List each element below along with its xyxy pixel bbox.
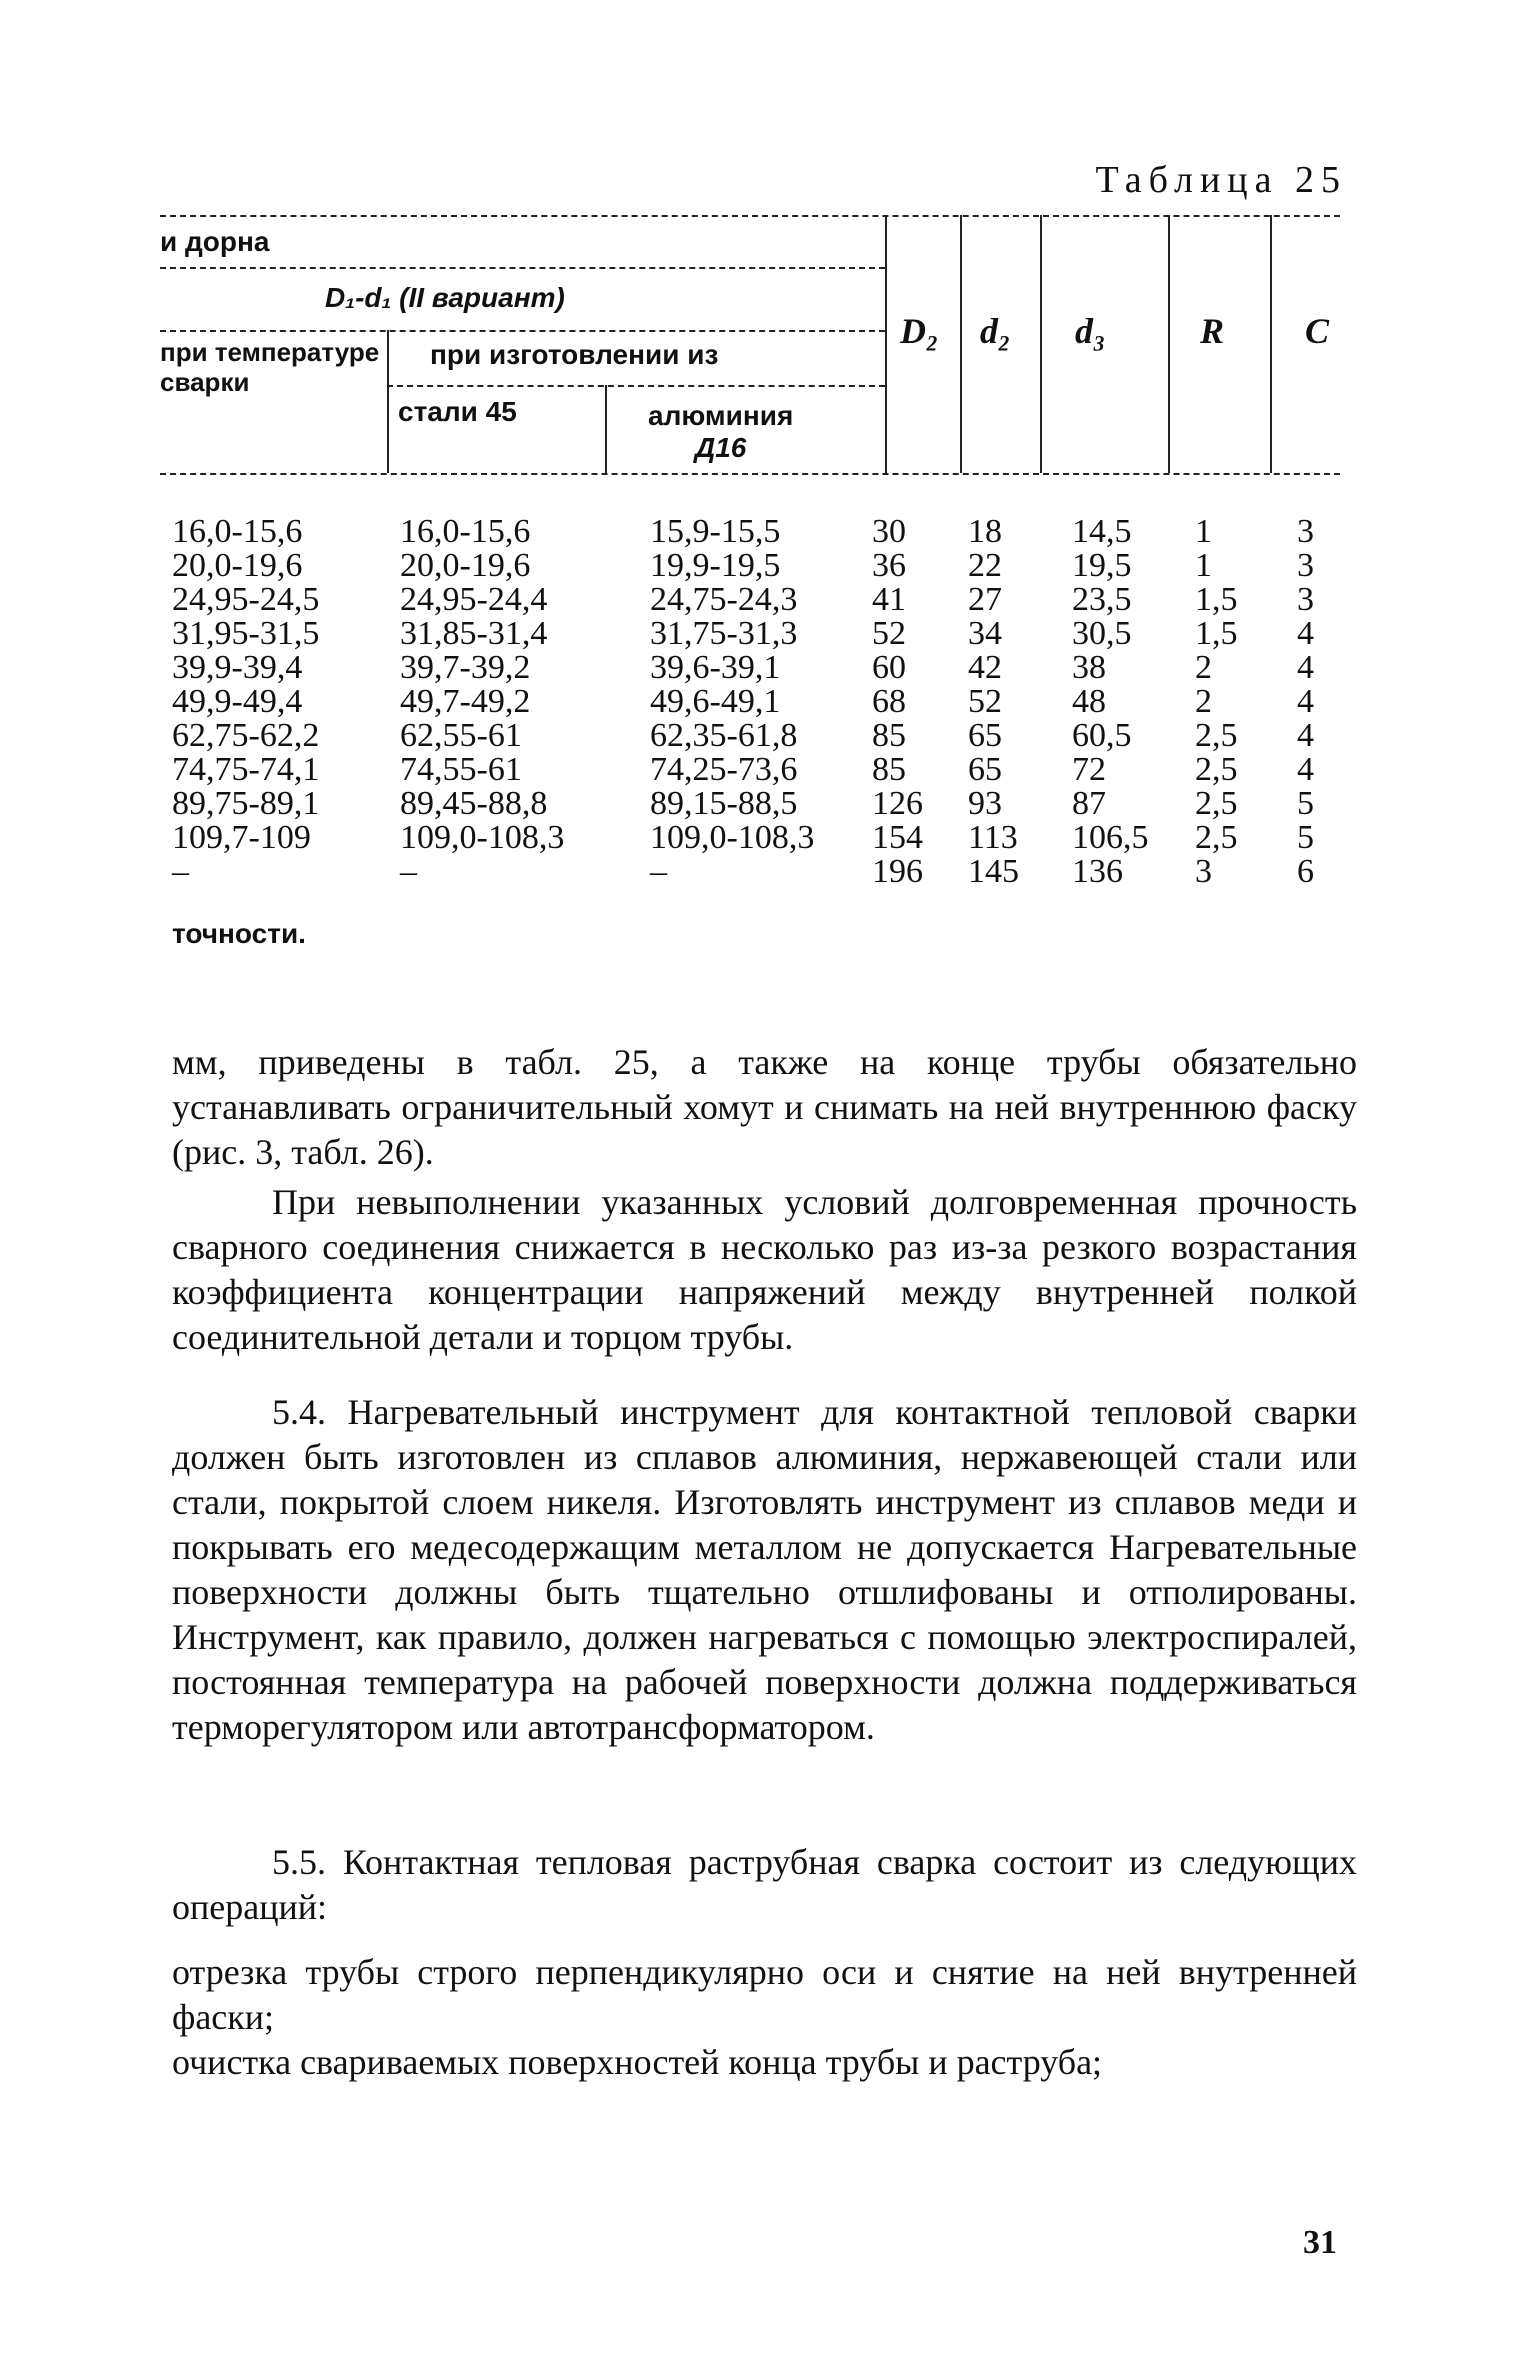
table-cell: 24,95-24,5: [172, 581, 320, 618]
header-vline-4: [960, 215, 962, 473]
table-cell: 19,9-19,5: [650, 547, 781, 584]
table-cell: 15,9-15,5: [650, 513, 781, 550]
table-row: [0, 515, 1535, 549]
table-cell: 24,75-24,3: [650, 581, 798, 618]
table-cell: 5: [1297, 785, 1314, 822]
table-cell: 30: [872, 513, 906, 550]
table-cell: 52: [872, 615, 906, 652]
table-cell: 20,0-19,6: [172, 547, 303, 584]
table-cell: 39,6-39,1: [650, 649, 781, 686]
table-cell: –: [400, 853, 417, 890]
table-cell: –: [650, 853, 667, 890]
paragraph-6: очистка свариваемых поверхностей конца трубы и раструба;: [172, 2042, 1103, 2082]
table-cell: 19,5: [1072, 547, 1132, 584]
table-cell: 39,9-39,4: [172, 649, 303, 686]
table-cell: 72: [1072, 751, 1106, 788]
table-cell: 2,5: [1195, 785, 1238, 822]
table-row: [0, 651, 1535, 685]
table-row: [0, 549, 1535, 583]
table-cell: 2,5: [1195, 717, 1238, 754]
table-cell: 87: [1072, 785, 1106, 822]
table-cell: 23,5: [1072, 581, 1132, 618]
table-cell: 48: [1072, 683, 1106, 720]
table-cell: 4: [1297, 751, 1314, 788]
header-alum-sub: Д16: [695, 432, 747, 463]
table-cell: 154: [872, 819, 923, 856]
table-row: [0, 855, 1535, 889]
header-vline-3: [885, 215, 887, 473]
table-cell: 126: [872, 785, 923, 822]
paragraph-3: 5.4. Нагревательный инструмент для контактной тепловой сварки должен быть изготовлен из сплавов алюминия, нержавеющей стали или стали, покрытой слоем никеля. Изготовлять инструмент из сплавов меди и покрывать его медесодержащим металлом не допускается Нагревательные поверхности должны быть тщательно отшлифованы и отполированы. Инструмент, как правило, должен нагреваться с помощью электроспиралей, постоянная температура на рабочей поверхности должна поддерживаться терморегулятором или автотрансформатором.: [172, 1392, 1357, 1747]
header-vline-1: [387, 330, 389, 473]
table-cell: 196: [872, 853, 923, 890]
table-cell: 109,7-109: [172, 819, 311, 856]
table-cell: 31,95-31,5: [172, 615, 320, 652]
header-col-D2: D₂: [900, 311, 939, 351]
table-cell: 42: [968, 649, 1002, 686]
table-cell: 2,5: [1195, 751, 1238, 788]
header-temp-label: при температуре сварки: [160, 337, 380, 397]
table-row: [0, 787, 1535, 821]
table-cell: 5: [1297, 819, 1314, 856]
table-cell: –: [172, 853, 189, 890]
table-cell: 74,55-61: [400, 751, 522, 788]
table-title: Таблица 25: [1095, 159, 1347, 201]
table-cell: 60,5: [1072, 717, 1132, 754]
table-cell: 16,0-15,6: [400, 513, 531, 550]
header-bottom-line: [160, 473, 1340, 475]
table-cell: 65: [968, 717, 1002, 754]
table-cell: 136: [1072, 853, 1123, 890]
table-cell: 62,35-61,8: [650, 717, 798, 754]
table-cell: 18: [968, 513, 1002, 550]
table-cell: 6: [1297, 853, 1314, 890]
table-cell: 3: [1297, 547, 1314, 584]
table-cell: 85: [872, 751, 906, 788]
table-cell: 1,5: [1195, 615, 1238, 652]
header-group-label: D₁-d₁ (II вариант): [325, 282, 565, 313]
paragraph-5: отрезка трубы строго перпендикулярно оси и снятие на ней внутренней фаски;: [172, 1952, 1357, 2037]
table-note: точности.: [172, 918, 306, 949]
table-cell: 27: [968, 581, 1002, 618]
header-col-d2: d₂: [980, 311, 1011, 351]
table-cell: 3: [1297, 513, 1314, 550]
header-line-3: [387, 385, 885, 387]
header-vline-6: [1168, 215, 1170, 473]
table-cell: 89,75-89,1: [172, 785, 320, 822]
table-header: [160, 205, 1340, 475]
table-cell: 60: [872, 649, 906, 686]
table-cell: 2: [1195, 649, 1212, 686]
header-alum-label: алюминия: [648, 400, 794, 431]
table-cell: 74,75-74,1: [172, 751, 320, 788]
page-number: 31: [1303, 2224, 1337, 2261]
table-cell: 2,5: [1195, 819, 1238, 856]
table-row: [0, 719, 1535, 753]
table-cell: 22: [968, 547, 1002, 584]
header-top-label: и дорна: [160, 226, 270, 257]
table-cell: 49,6-49,1: [650, 683, 781, 720]
table-cell: 36: [872, 547, 906, 584]
table-cell: 41: [872, 581, 906, 618]
table-cell: 20,0-19,6: [400, 547, 531, 584]
table-row: [0, 753, 1535, 787]
table-cell: 65: [968, 751, 1002, 788]
header-line-1: [160, 267, 885, 269]
table-cell: 49,7-49,2: [400, 683, 531, 720]
table-cell: 49,9-49,4: [172, 683, 303, 720]
table-row: [0, 617, 1535, 651]
paragraph-1: мм, приведены в табл. 25, а также на конце трубы обязательно устанавливать ограничительный хомут и снимать на ней внутреннюю фаску (рис. 3, табл. 26).: [172, 1042, 1357, 1172]
table-row: [0, 821, 1535, 855]
table-cell: 113: [968, 819, 1018, 856]
table-cell: 30,5: [1072, 615, 1132, 652]
header-col-R: R: [1200, 311, 1225, 351]
header-line-2: [160, 330, 885, 332]
table-cell: 3: [1195, 853, 1212, 890]
paragraph-2: При невыполнении указанных условий долговременная прочность сварного соединения снижается в несколько раз из-за резкого возрастания коэффициента концентрации напряжений между внутренней полкой соединительной детали и торцом трубы.: [172, 1182, 1357, 1357]
table-cell: 68: [872, 683, 906, 720]
table-cell: 74,25-73,6: [650, 751, 798, 788]
table-cell: 3: [1297, 581, 1314, 618]
table-row: [0, 685, 1535, 719]
header-col-C: C: [1305, 311, 1330, 351]
table-cell: 1,5: [1195, 581, 1238, 618]
table-cell: 52: [968, 683, 1002, 720]
table-cell: 14,5: [1072, 513, 1132, 550]
header-vline-2: [605, 385, 607, 473]
header-vline-7: [1270, 215, 1272, 473]
header-top-line: [160, 215, 1340, 217]
header-col-d3: d₃: [1075, 311, 1106, 351]
table-cell: 38: [1072, 649, 1106, 686]
table-cell: 106,5: [1072, 819, 1149, 856]
table-cell: 31,75-31,3: [650, 615, 798, 652]
table-cell: 89,45-88,8: [400, 785, 548, 822]
table-cell: 89,15-88,5: [650, 785, 798, 822]
table-cell: 2: [1195, 683, 1212, 720]
table-cell: 145: [968, 853, 1019, 890]
table-cell: 4: [1297, 615, 1314, 652]
table-cell: 24,95-24,4: [400, 581, 548, 618]
header-vline-5: [1040, 215, 1042, 473]
table-cell: 62,55-61: [400, 717, 522, 754]
table-row: [0, 583, 1535, 617]
header-steel-label: стали 45: [398, 396, 517, 427]
table-cell: 4: [1297, 649, 1314, 686]
header-make-label: при изготовлении из: [430, 339, 719, 370]
table-cell: 16,0-15,6: [172, 513, 303, 550]
table-cell: 93: [968, 785, 1002, 822]
table-cell: 4: [1297, 717, 1314, 754]
table-cell: 1: [1195, 547, 1212, 584]
table-cell: 62,75-62,2: [172, 717, 320, 754]
table-cell: 109,0-108,3: [650, 819, 815, 856]
table-cell: 85: [872, 717, 906, 754]
table-cell: 1: [1195, 513, 1212, 550]
table-cell: 31,85-31,4: [400, 615, 548, 652]
table-cell: 4: [1297, 683, 1314, 720]
table-cell: 39,7-39,2: [400, 649, 531, 686]
table-cell: 34: [968, 615, 1002, 652]
paragraph-4: 5.5. Контактная тепловая раструбная сварка состоит из следующих операций:: [172, 1842, 1357, 1927]
table-cell: 109,0-108,3: [400, 819, 565, 856]
